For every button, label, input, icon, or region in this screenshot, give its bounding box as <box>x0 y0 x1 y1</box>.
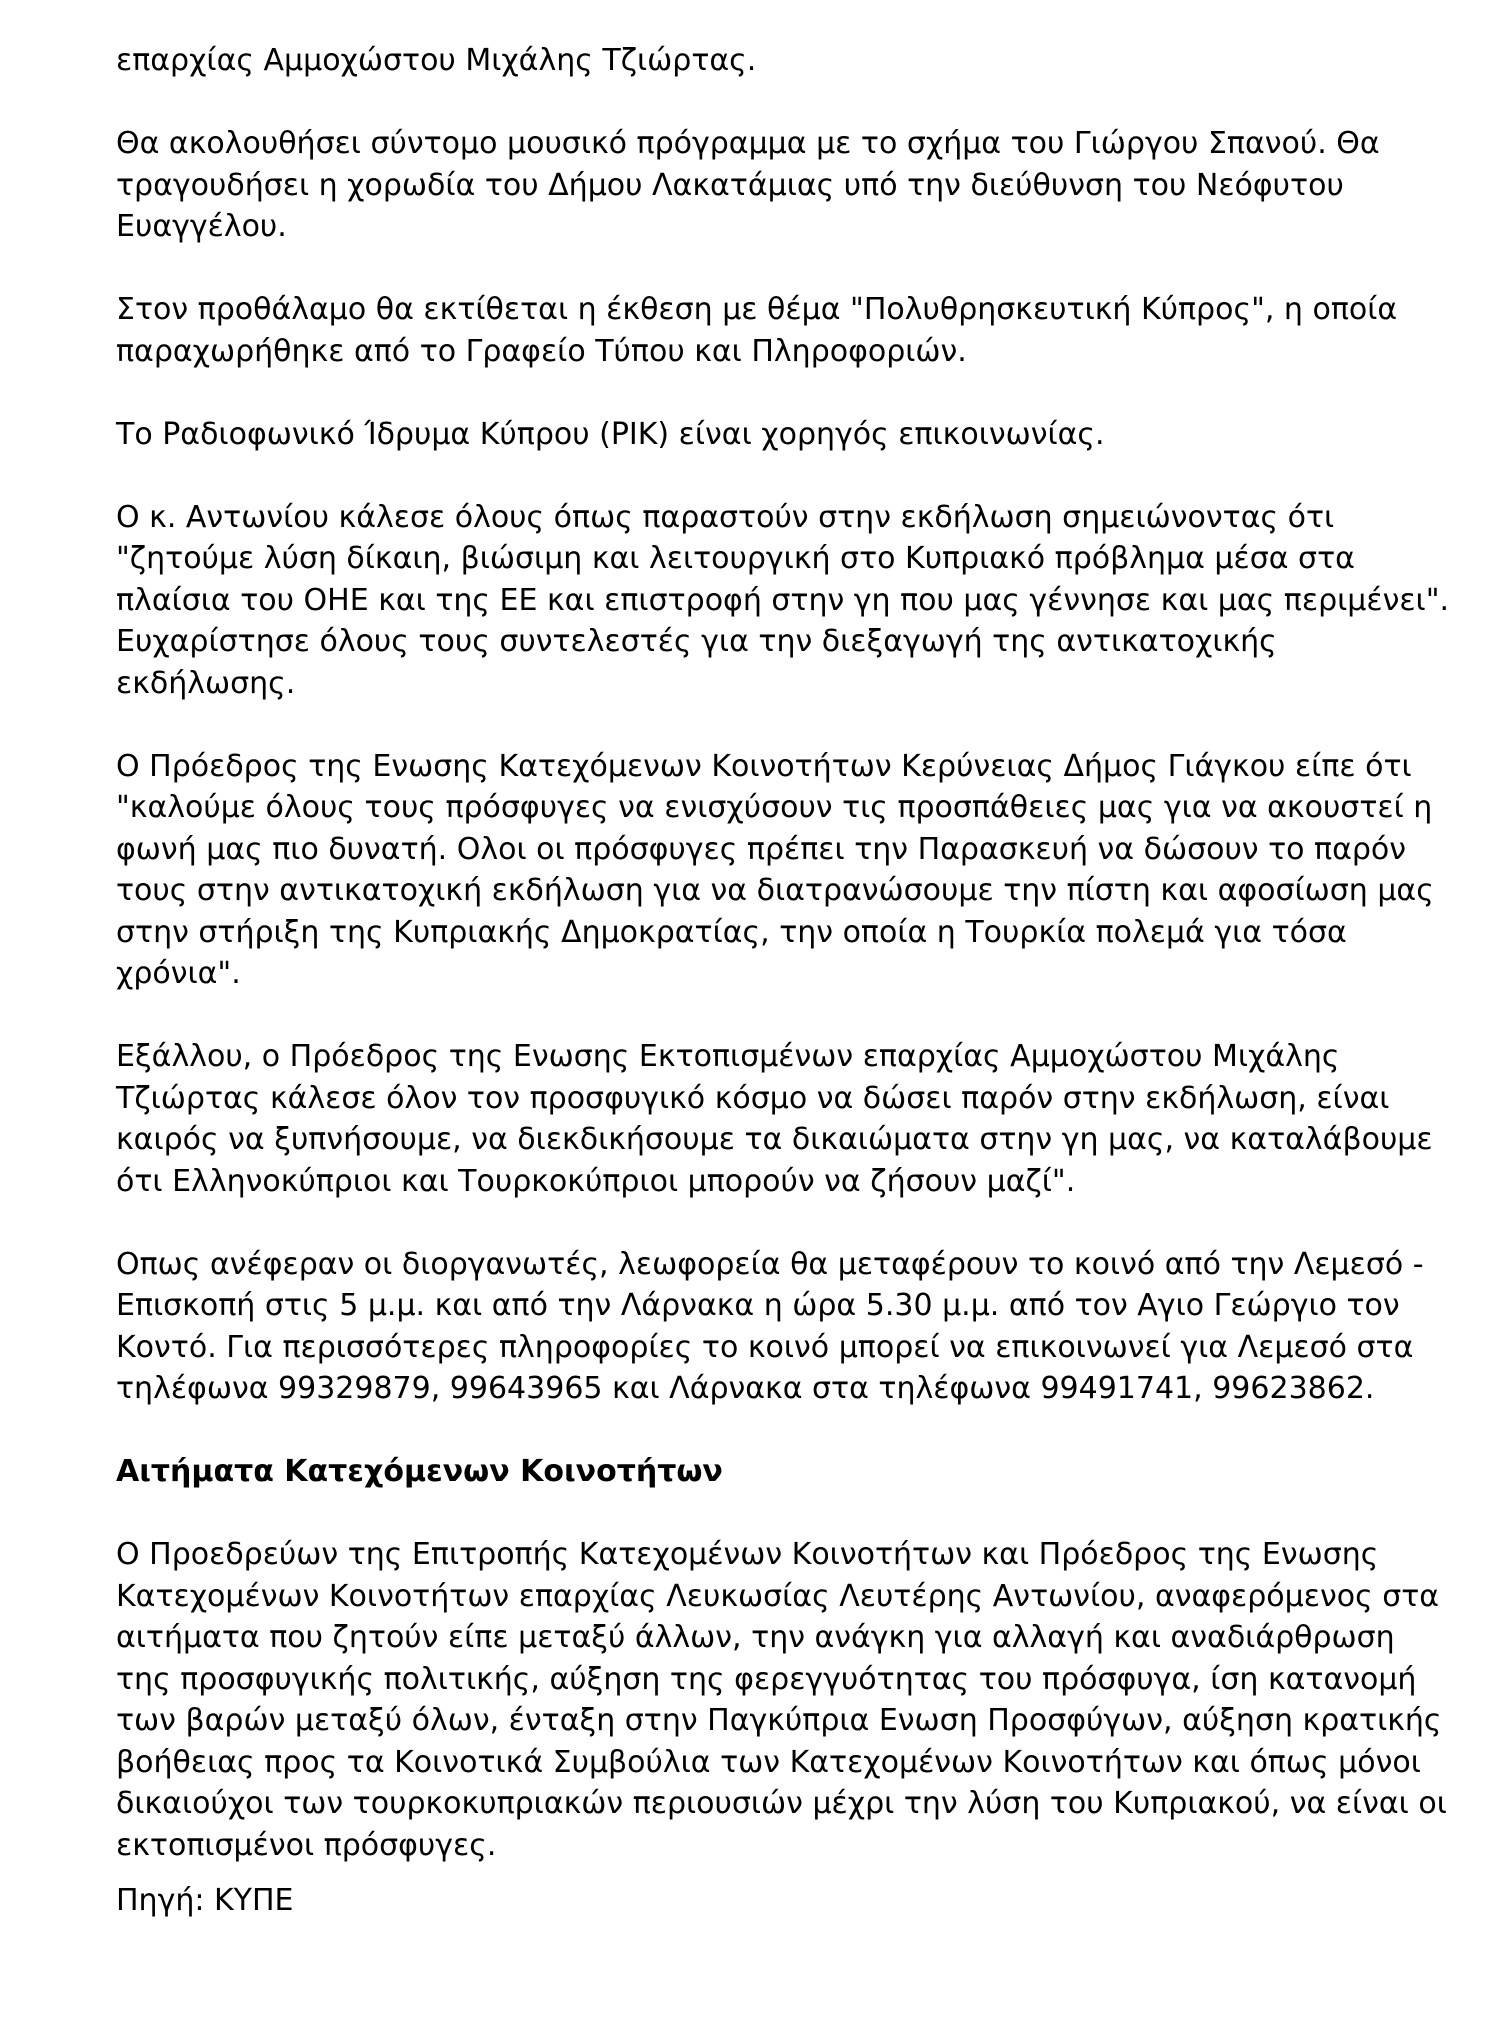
paragraph-1: επαρχίας Αμμοχώστου Μιχάλης Τζιώρτας. <box>116 43 757 78</box>
paragraph-8: Οπως ανέφεραν οι διοργανωτές, λεωφορεία θα μεταφέρουν το κοινό από την Λεμεσό - Επισκοπή στις 5 μ.μ. και από την Λάρνακα η ώρα 5.30 μ.μ. από τον Αγιο Γεώργιο τον Κοντό. Για περισσότερες πληροφορίες το κοινό μπορεί να επικοινωνεί για Λεμεσό στα τηλέφωνα 99329879, 99643965 και Λάρνακα στα τηλέφωνα 99491741, 99623862. <box>116 1246 1424 1406</box>
paragraph-6: Ο Πρόεδρος της Ενωσης Κατεχόμενων Κοινοτήτων Κερύνειας Δήμος Γιάγκου είπε ότι "καλούμε όλους τους πρόσφυγες να ενισχύσουν τις προσπάθειες μας για να ακουστεί η φωνή μας πιο δυνατή. Ολοι οι πρόσφυγες πρέπει την Παρασκευή να δώσουν το παρόν τους στην αντικατοχική εκδήλωση για να διατρανώσουμε την πίστη και αφοσίωση μας στην στήριξη της Κυπριακής Δημοκρατίας, την οποία η Τουρκία πολεμά για τόσα χρόνια". <box>116 748 1434 991</box>
paragraph-7: Εξάλλου, ο Πρόεδρος της Ενωσης Εκτοπισμένων επαρχίας Αμμοχώστου Μιχάλης Τζιώρτας κάλεσε όλον τον προσφυγικό κόσμο να δώσει παρόν στην εκδήλωση, είναι καιρός να ξυπνήσουμε, να διεκδικήσουμε τα δικαιώματα στην γη μας, να καταλάβουμε ότι Ελληνοκύπριοι και Τουρκοκύπριοι μπορούν να ζήσουν μαζί". <box>116 1039 1433 1199</box>
paragraph-9: Ο Προεδρεύων της Επιτροπής Κατεχομένων Κοινοτήτων και Πρόεδρος της Ενωσης Κατεχομένων Κοινοτήτων επαρχίας Λευκωσίας Λευτέρης Αντωνίου, αναφερόμενος στα αιτήματα που ζητούν είπε μεταξύ άλλων, την ανάγκη για αλλαγή και αναδιάρθρωση της προσφυγικής πολιτικής, αύξηση της φερεγγυότητας του πρόσφυγα, ίση κατανομή των βαρών μεταξύ όλων, ένταξη στην Παγκύπρια Ενωση Προσφύγων, αύξηση κρατικής βοήθειας προς τα Κοινοτικά Συμβούλια των Κατεχομένων Κοινοτήτων και όπως μόνοι δικαιούχοι των τουρκοκυπριακών περιουσιών μέχρι την λύση του Κυπριακού, να είναι οι εκτοπισμένοι πρόσφυγες. <box>116 1537 1447 1863</box>
paragraph-5: Ο κ. Αντωνίου κάλεσε όλους όπως παραστούν στην εκδήλωση σημειώνοντας ότι "ζητούμε λύση δίκαιη, βιώσιμη και λειτουργική στο Κυπριακό πρόβλημα μέσα στα πλαίσια του ΟΗΕ και της ΕΕ και επιστροφή στην γη που μας γέννησε και μας περιμένει". Ευχαρίστησε όλους τους συντελεστές για την διεξαγωγή της αντικατοχικής εκδήλωσης. <box>116 499 1450 701</box>
article-body <box>116 40 1456 1908</box>
section-heading: Αιτήματα Κατεχόμενων Κοινοτήτων <box>116 1454 723 1489</box>
paragraph-2: Θα ακολουθήσει σύντομο μουσικό πρόγραμμα με το σχήμα του Γιώργου Σπανού. Θα τραγουδήσει η χορωδία του Δήμου Λακατάμιας υπό την διεύθυνση του Νεόφυτου Ευαγγέλου. <box>116 126 1380 244</box>
source-credit: Πηγή: ΚΥΠΕ <box>116 1883 294 1918</box>
paragraph-3: Στον προθάλαμο θα εκτίθεται η έκθεση με θέμα "Πολυθρησκευτική Κύπρος", η οποία παραχωρήθηκε από το Γραφείο Τύπου και Πληροφοριών. <box>116 292 1398 369</box>
paragraph-4: Το Ραδιοφωνικό Ίδρυμα Κύπρου (ΡΙΚ) είναι χορηγός επικοινωνίας. <box>116 416 1105 452</box>
